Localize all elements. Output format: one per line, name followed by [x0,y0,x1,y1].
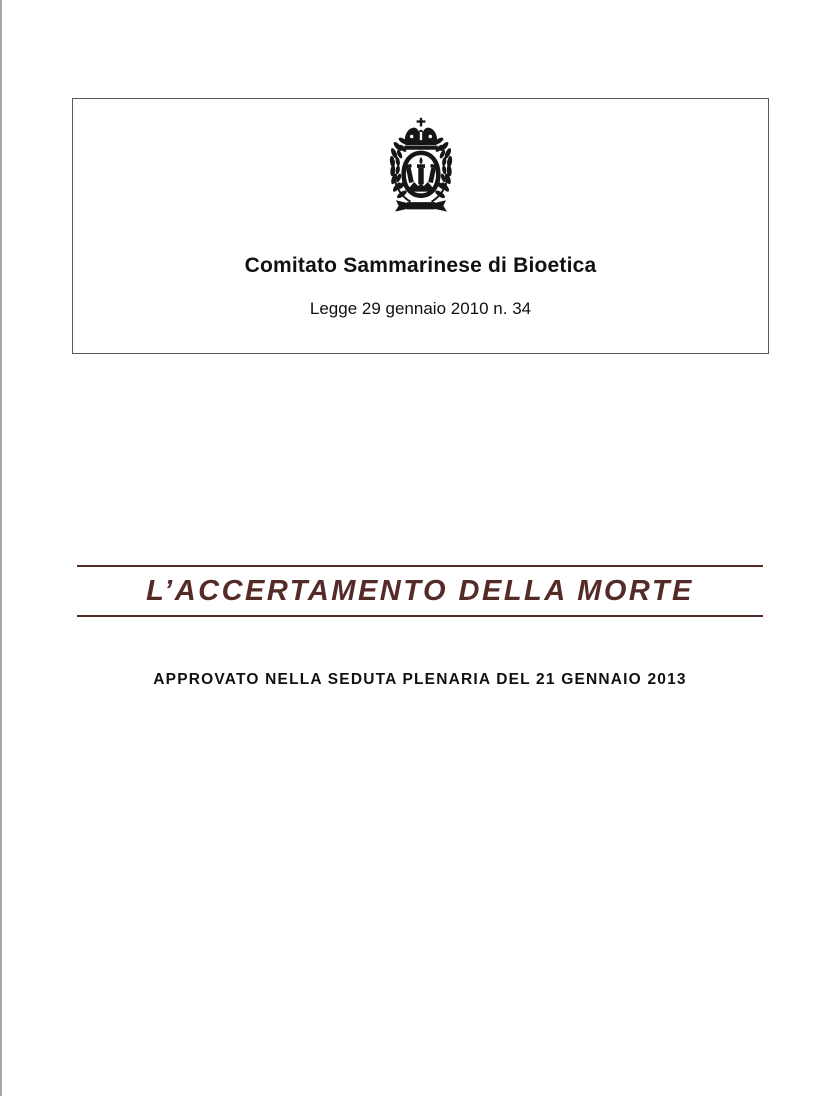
title-section [77,565,763,617]
organization-name: Comitato Sammarinese di Bioetica [244,254,597,277]
law-reference: Legge 29 gennaio 2010 n. 34 [309,299,532,318]
approval-statement: APPROVATO NELLA SEDUTA PLENARIA DEL 21 GENNAIO 2013 [153,671,687,688]
header-box [72,98,769,354]
page-edge-line [0,0,2,1096]
document-title: L’ACCERTAMENTO DELLA MORTE [146,574,694,607]
san-marino-emblem-icon [73,117,768,217]
